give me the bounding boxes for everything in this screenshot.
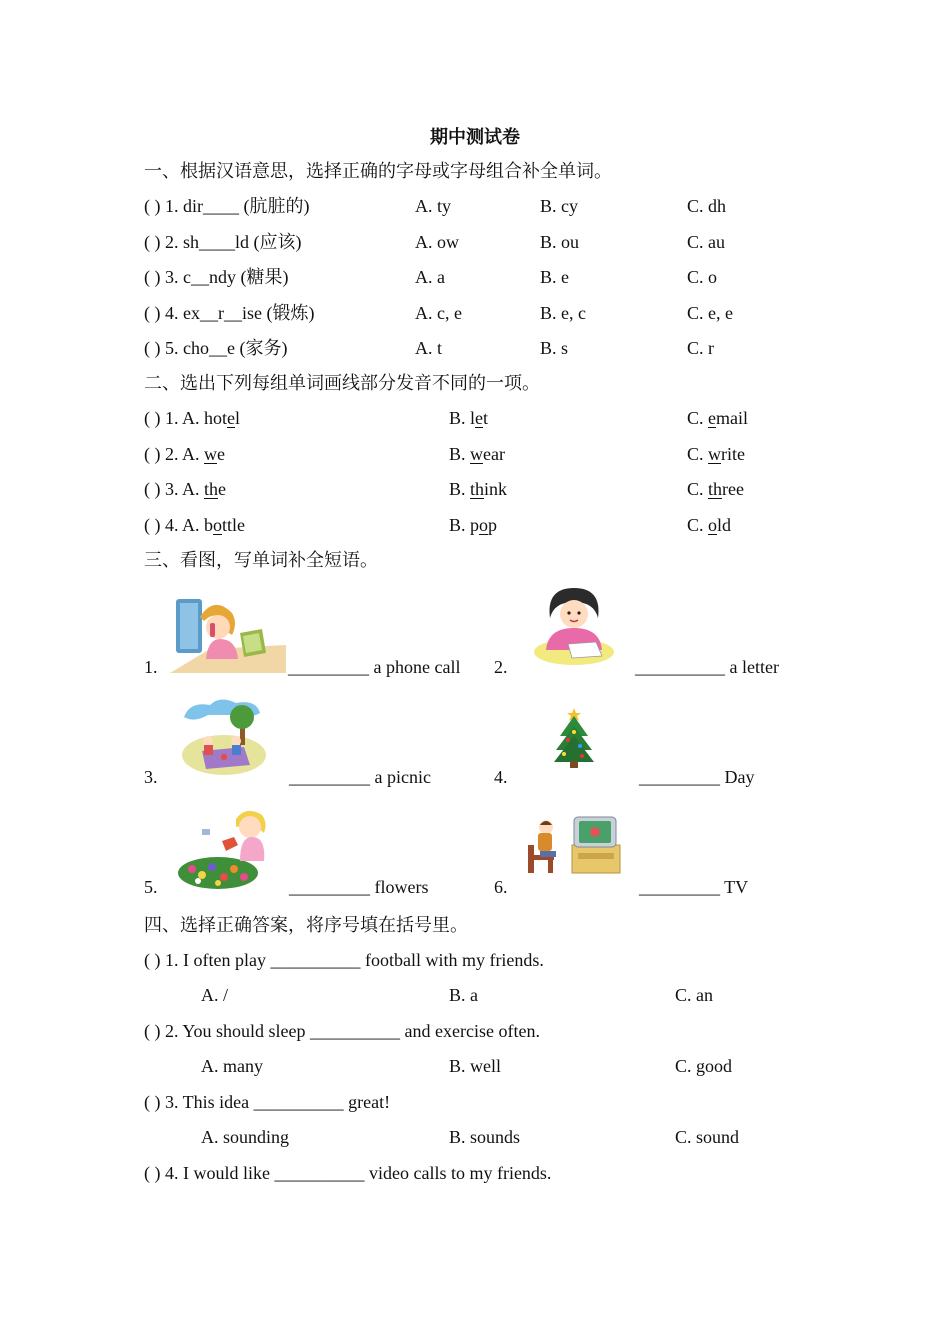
- option-c: C. o: [687, 267, 718, 287]
- word-part: e: [217, 444, 225, 464]
- section1-heading: 一、根据汉语意思，选择正确的字母或字母组合补全单词。: [144, 161, 612, 181]
- question-text: ( ) 2. sh____ld (应该): [144, 232, 302, 252]
- word-part: C.: [687, 479, 709, 499]
- option-b: B. s: [540, 338, 569, 358]
- option-b: [449, 407, 488, 429]
- question-prefix: ( ) 3. A.: [144, 479, 204, 499]
- question-text: ( ) 3. This idea __________ great!: [144, 1092, 391, 1112]
- word-part: l: [235, 408, 241, 428]
- item-number: 6.: [494, 877, 508, 897]
- option-b: B. sounds: [449, 1127, 521, 1147]
- underlined-letters: e: [708, 408, 717, 428]
- word-part: ld: [717, 515, 732, 535]
- option-c: C. r: [687, 338, 714, 358]
- word-part: ree: [722, 479, 745, 499]
- question-prefix: ( ) 2. A.: [144, 444, 204, 464]
- word-part: b: [204, 515, 213, 535]
- word-part: rite: [721, 444, 746, 464]
- option-c: C. an: [675, 985, 713, 1005]
- word-part: hot: [204, 408, 228, 428]
- option-b: B. e, c: [540, 303, 586, 323]
- underlined-letters: w: [204, 444, 217, 464]
- fill-in-phrase: __________ a letter: [635, 657, 779, 677]
- option-a: A. sounding: [201, 1127, 290, 1147]
- underlined-letters: w: [470, 444, 484, 464]
- underlined-letters: o: [479, 515, 489, 535]
- option-a: A. a: [415, 267, 445, 287]
- word-part: ttle: [222, 515, 245, 535]
- underlined-letters: th: [708, 479, 723, 499]
- question-text: ( ) 4. I would like __________ video calls to my friends.: [144, 1163, 552, 1183]
- underlined-letters: e: [475, 408, 484, 428]
- girl-writing-icon: [532, 586, 616, 668]
- word-part: p: [488, 515, 498, 535]
- word-part: C.: [687, 444, 709, 464]
- word-part: B.: [449, 444, 471, 464]
- option-b: [449, 478, 507, 500]
- item-number: 1.: [144, 657, 158, 677]
- word-part: B. l: [449, 408, 476, 428]
- section4-heading: 四、选择正确答案，将序号填在括号里。: [144, 915, 468, 935]
- option-b: B. e: [540, 267, 569, 287]
- page-title: 期中测试卷: [430, 127, 520, 147]
- underlined-letters: o: [708, 515, 718, 535]
- item-number: 2.: [494, 657, 508, 677]
- question-prefix: ( ) 4. A.: [144, 515, 204, 535]
- word-part: C.: [687, 515, 709, 535]
- question-text: [144, 478, 226, 500]
- item-number: 3.: [144, 767, 158, 787]
- word-part: t: [483, 408, 489, 428]
- word-part: mail: [716, 408, 749, 428]
- option-c: C. au: [687, 232, 725, 252]
- word-part: C.: [687, 408, 709, 428]
- underlined-letters: e: [227, 408, 236, 428]
- option-a: A. ow: [415, 232, 459, 252]
- question-text: [144, 514, 245, 536]
- option-c: C. dh: [687, 196, 727, 216]
- question-text: [144, 407, 240, 429]
- option-b: B. a: [449, 985, 478, 1005]
- girl-watering-flowers-icon: [178, 803, 278, 891]
- word-part: ink: [484, 479, 508, 499]
- section3-heading: 三、看图，写单词补全短语。: [144, 550, 378, 570]
- fill-in-phrase: _________ Day: [639, 767, 755, 787]
- word-part: B. p: [449, 515, 480, 535]
- question-text: ( ) 1. dir____ (肮脏的): [144, 196, 310, 216]
- option-c: C. sound: [675, 1127, 740, 1147]
- underlined-letters: th: [470, 479, 485, 499]
- item-number: 5.: [144, 877, 158, 897]
- option-a: A. ty: [415, 196, 451, 216]
- question-prefix: ( ) 1. A.: [144, 408, 204, 428]
- question-text: [144, 443, 225, 465]
- question-text: ( ) 3. c__ndy (糖果): [144, 267, 289, 287]
- option-c: [687, 407, 748, 429]
- option-a: A. many: [201, 1056, 263, 1076]
- option-c: C. good: [675, 1056, 733, 1076]
- christmas-tree-icon: [552, 706, 596, 770]
- item-number: 4.: [494, 767, 508, 787]
- option-a: A. /: [201, 985, 228, 1005]
- fill-in-phrase: _________ a picnic: [289, 767, 431, 787]
- option-b: B. well: [449, 1056, 501, 1076]
- question-text: ( ) 5. cho__e (家务): [144, 338, 288, 358]
- question-text: ( ) 1. I often play __________ football with my friends.: [144, 950, 544, 970]
- question-text: ( ) 4. ex__r__ise (锻炼): [144, 303, 315, 323]
- word-part: ear: [483, 444, 505, 464]
- option-c: [687, 478, 744, 500]
- picnic-scene-icon: [180, 697, 266, 777]
- underlined-letters: o: [213, 515, 222, 535]
- underlined-letters: w: [708, 444, 722, 464]
- girl-on-phone-icon: [170, 593, 286, 675]
- question-text: ( ) 2. You should sleep __________ and exercise often.: [144, 1021, 540, 1041]
- section2-heading: 二、选出下列每组单词画线部分发音不同的一项。: [144, 373, 540, 393]
- option-b: B. ou: [540, 232, 580, 252]
- fill-in-phrase: _________ flowers: [289, 877, 429, 897]
- option-a: A. t: [415, 338, 442, 358]
- fill-in-phrase: _________ a phone call: [288, 657, 461, 677]
- underlined-letters: th: [204, 479, 219, 499]
- word-part: e: [218, 479, 227, 499]
- option-c: C. e, e: [687, 303, 733, 323]
- option-c: [687, 514, 731, 536]
- option-a: A. c, e: [415, 303, 462, 323]
- fill-in-phrase: _________ TV: [639, 877, 749, 897]
- option-b: [449, 514, 497, 536]
- option-c: [687, 443, 745, 465]
- word-part: B.: [449, 479, 471, 499]
- option-b: B. cy: [540, 196, 578, 216]
- option-b: [449, 443, 505, 465]
- boy-watching-tv-icon: [526, 815, 622, 877]
